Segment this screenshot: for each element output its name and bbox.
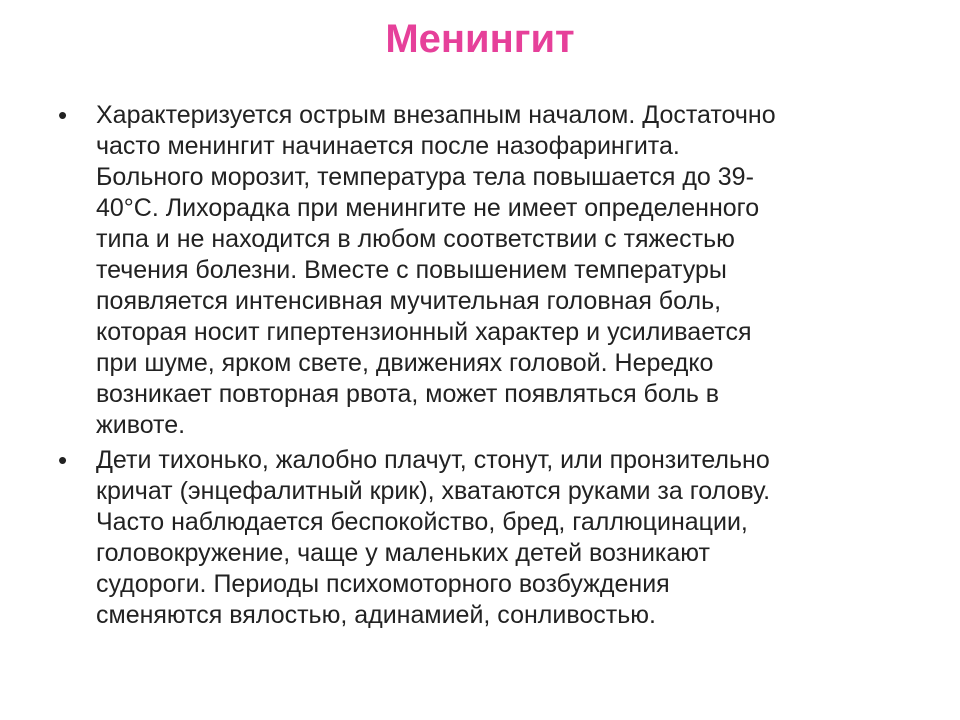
- bullet-text-line: при шуме, ярком свете, движениях головой. Нередко: [96, 349, 714, 377]
- bullet-list: [56, 100, 906, 635]
- bullet-text-line: Часто наблюдается беспокойство, бред, галлюцинации,: [96, 508, 748, 536]
- bullet-text-line: судороги. Периоды психомоторного возбуждения: [96, 570, 670, 598]
- bullet-text-line: Больного морозит, температура тела повышается до 39-: [96, 163, 754, 191]
- bullet-text-line: головокружение, чаще у маленьких детей возникают: [96, 539, 710, 567]
- bullet-text-line: которая носит гипертензионный характер и усиливается: [96, 318, 752, 346]
- bullet-text-line: сменяются вялостью, адинамией, сонливостью.: [96, 601, 656, 629]
- bullet-icon: •: [58, 445, 68, 475]
- bullet-text-line: типа и не находится в любом соответствии с тяжестью: [96, 225, 735, 253]
- bullet-text-line: часто менингит начинается после назофарингита.: [96, 132, 680, 160]
- bullet-text-line: возникает повторная рвота, может появляться боль в: [96, 380, 720, 408]
- bullet-text-line: Дети тихонько, жалобно плачут, стонут, или пронзительно: [96, 446, 770, 474]
- bullet-text-line: 40°С. Лихорадка при менингите не имеет определенного: [96, 194, 760, 222]
- bullet-text-line: Характеризуется острым внезапным началом. Достаточно: [96, 101, 776, 129]
- bullet-item: [56, 100, 906, 441]
- bullet-icon: •: [58, 100, 68, 130]
- bullet-text-line: животе.: [96, 411, 186, 439]
- bullet-text-line: течения болезни. Вместе с повышением температуры: [96, 256, 727, 284]
- bullet-item: [56, 445, 906, 631]
- slide-title: Менингит: [385, 17, 575, 61]
- bullet-text-line: кричат (энцефалитный крик), хватаются руками за голову.: [96, 477, 771, 505]
- bullet-text-line: появляется интенсивная мучительная головная боль,: [96, 287, 722, 315]
